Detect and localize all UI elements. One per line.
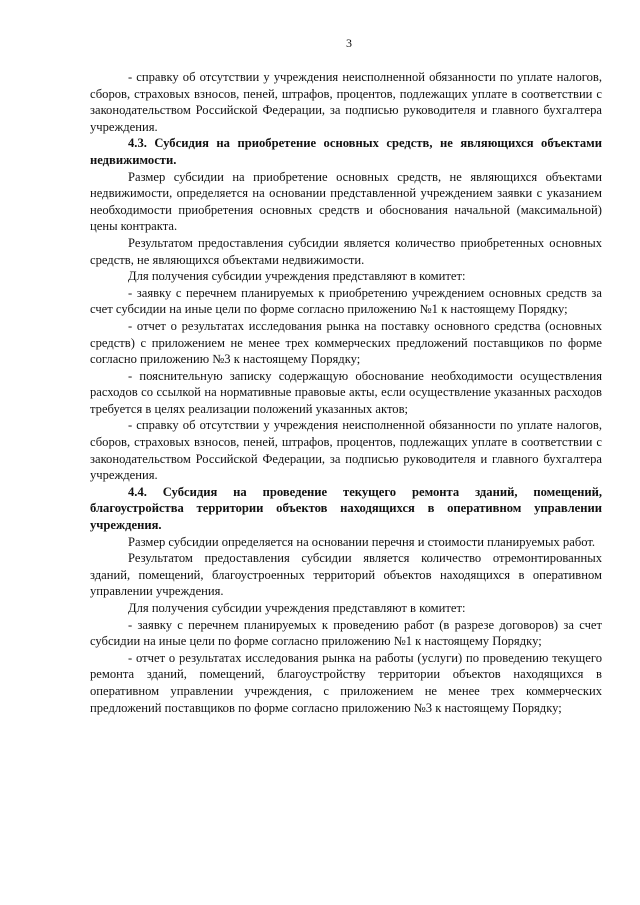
page-number: 3: [346, 36, 352, 50]
list-item-tax-certificate: - справку об отсутствии у учреждения неисполненной обязанности по уплате налогов, сборов, страховых взносов, пеней, штрафов, процентов, подлежащих уплате в соответствии с законодательством Российской Федерации, за подписью руководителя и главного бухгалтера учреждения.: [90, 418, 602, 483]
section-heading-4-4: 4.4. Субсидия на проведение текущего ремонта зданий, помещений, благоустройства территории объектов находящихся в оперативном управлении учреждения.: [90, 484, 602, 533]
paragraph-repair-documents-intro: Для получения субсидии учреждения представляют в комитет:: [128, 601, 466, 615]
list-item-application: - заявку с перечнем планируемых к приобретению учреждением основных средств за счет субсидии на иные цели по форме согласно приложению №1 к настоящему Порядку;: [90, 285, 602, 317]
list-item-explanatory-note: - пояснительную записку содержащую обоснование необходимости осуществления расходов со ссылкой на нормативные правовые акты, если осуществление указанных расходов требуется в целях реализации положений указанных актов;: [90, 368, 602, 416]
paragraph-repair-subsidy-size: Размер субсидии определяется на основании перечня и стоимости планируемых работ.: [128, 534, 596, 549]
paragraph-repair-subsidy-result: Результатом предоставления субсидии является количество отремонтированных зданий, помещений, благоустроенных территорий объектов находящихся в оперативном управлении учреждения.: [90, 551, 602, 599]
paragraph-documents-intro: Для получения субсидии учреждения представляют в комитет:: [128, 269, 466, 284]
list-item-repair-market-report: - отчет о результатах исследования рынка на работы (услуги) по проведению текущего ремонта зданий, помещений, благоустройству территории объектов находящихся в оперативном управлении учреждения, с приложением не менее трех коммерческих предложений поставщиков по форме согласно приложению №3 к настоящему Порядку;: [90, 650, 602, 715]
paragraph-tax-certificate: - справку об отсутствии у учреждения неисполненной обязанности по уплате налогов, сборов, страховых взносов, пеней, штрафов, процентов, подлежащих уплате в соответствии с законодательством Российской Федерации, за подписью руководителя и главного бухгалтера учреждения.: [90, 70, 602, 134]
list-item-repair-application: - заявку с перечнем планируемых к проведению работ (в разрезе договоров) за счет субсидии на иные цели по форме согласно приложению №1 к настоящему Порядку;: [90, 617, 602, 649]
section-heading-4-3: 4.3. Субсидия на приобретение основных средств, не являющихся объектами недвижимости.: [90, 136, 602, 167]
paragraph-subsidy-size: Размер субсидии на приобретение основных средств, не являющихся объектами недвижимости, определяется на основании представленной учреждением заявки с указанием необходимости приобретения основных средств и обоснования начальной (максимальной) цены контракта.: [90, 169, 602, 234]
paragraph-subsidy-result: Результатом предоставления субсидии является количество приобретенных основных средств, не являющихся объектами недвижимости.: [90, 235, 602, 267]
list-item-market-report: - отчет о результатах исследования рынка на поставку основного средства (основных средств) с приложением не менее трех коммерческих предложений поставщиков по форме согласно приложению №3 к настоящему Порядку;: [90, 318, 602, 367]
